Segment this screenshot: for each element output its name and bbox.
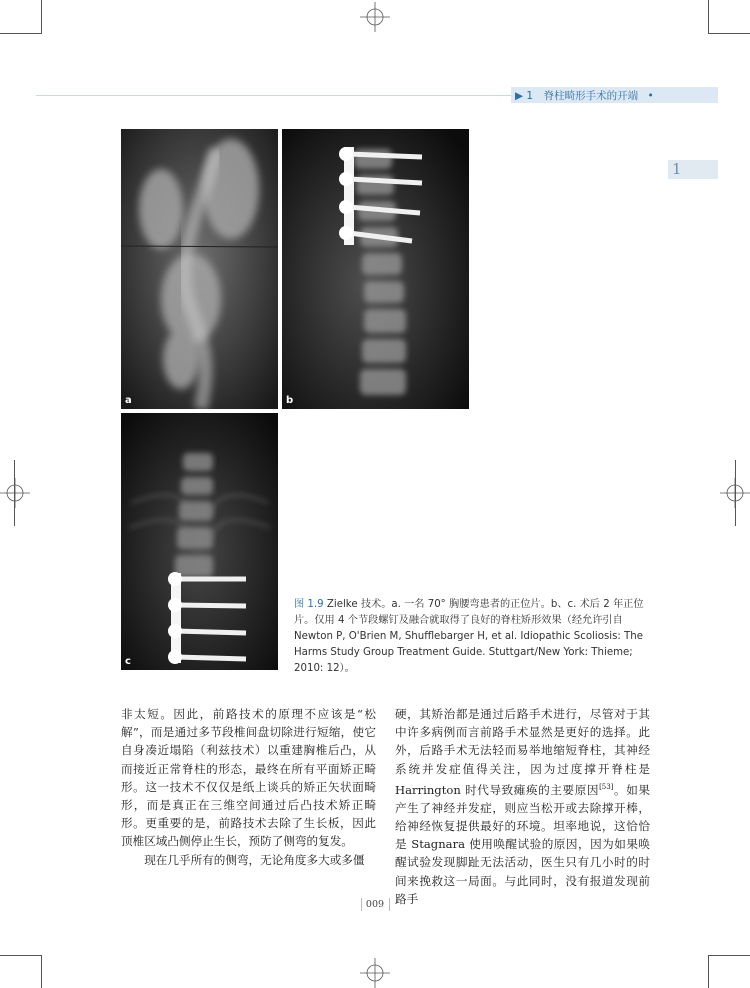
xray-image-c bbox=[121, 413, 278, 670]
paragraph: 硬，其矫治都是通过后路手术进行，尽管对于其中许多病例而言前路手术显然是更好的选择。此外，后路手术无法轻而易举地缩短脊柱，其神经系统并发症值得关注，因为过度撑开脊柱是 Harrington 时代导致瘫痪的主要原因[53]。如果产生了神经并发症，则应当松开或去除撑开棒，给神经恢复提供最好的环境。坦率地说，这恰恰是 Stagnara 使用唤醒试验的原因，因为如果唤醒试验发现脚趾无法活动，医生只有几小时的时间来挽救这一局面。与此同时，没有报道发现前路手 bbox=[395, 707, 650, 906]
panel-label-b: b bbox=[286, 395, 294, 406]
panel-label-a: a bbox=[125, 395, 132, 406]
paragraph: 现在几乎所有的侧弯，无论角度多大或多僵 bbox=[144, 852, 365, 867]
header-rule bbox=[36, 95, 516, 96]
running-header bbox=[515, 88, 654, 103]
caption-text: Zielke 技术。a. 一名 70° 胸腰弯患者的正位片。b、c. 术后 2 年正位片。仅用 4 个节段螺钉及融合就取得了良好的脊柱矫形效果（经允许引自 Newton P, O'Brien M, Shufflebarger H, et al. Idiopathic Scoliosis: The Harms Study Group Treatment Guide. Stuttgart/New York: Thieme; 2010: 12）。 bbox=[294, 599, 644, 674]
side-tick-right bbox=[735, 460, 736, 526]
bullet-dot: • bbox=[647, 90, 654, 102]
xray-panel-a bbox=[121, 129, 278, 409]
xray-image-b bbox=[282, 129, 469, 409]
play-icon: ▶ bbox=[515, 90, 524, 102]
xray-image-a bbox=[121, 129, 278, 409]
xray-panel-b bbox=[282, 129, 469, 409]
figure-caption bbox=[294, 597, 652, 677]
page-number: 009 bbox=[365, 899, 385, 910]
chapter-title: 1 脊柱畸形手术的开端 bbox=[526, 90, 639, 102]
side-tick-left bbox=[14, 460, 15, 526]
paragraph: 非太短。因此，前路技术的原理不应该是“松解”，而是通过多节段椎间盘切除进行短缩，使它自身凑近塌陷（利兹技术）以重建胸椎后凸，从而接近正常脊柱的形态，最终在所有平面矫正畸形。这一技术不仅仅是纸上谈兵的矫正矢状面畸形，而是真正在三维空间通过后凸技术矫正畸形。更重要的是，前路技术去除了生长板，因此顶椎区域凸侧停止生长，预防了侧弯的复发。 bbox=[121, 707, 376, 849]
figure-number: 图 1.9 bbox=[294, 599, 324, 610]
registration-mark-bottom bbox=[360, 958, 390, 988]
page-number-tick-right bbox=[389, 898, 390, 911]
citation-ref[interactable]: [53] bbox=[599, 782, 614, 791]
panel-label-c: c bbox=[125, 656, 131, 667]
body-left-column bbox=[121, 705, 376, 869]
chapter-tab-number: 1 bbox=[672, 160, 682, 178]
registration-mark-left bbox=[0, 478, 30, 508]
xray-panel-c bbox=[121, 413, 278, 670]
registration-mark-top bbox=[360, 2, 390, 32]
body-right-column bbox=[395, 705, 650, 908]
